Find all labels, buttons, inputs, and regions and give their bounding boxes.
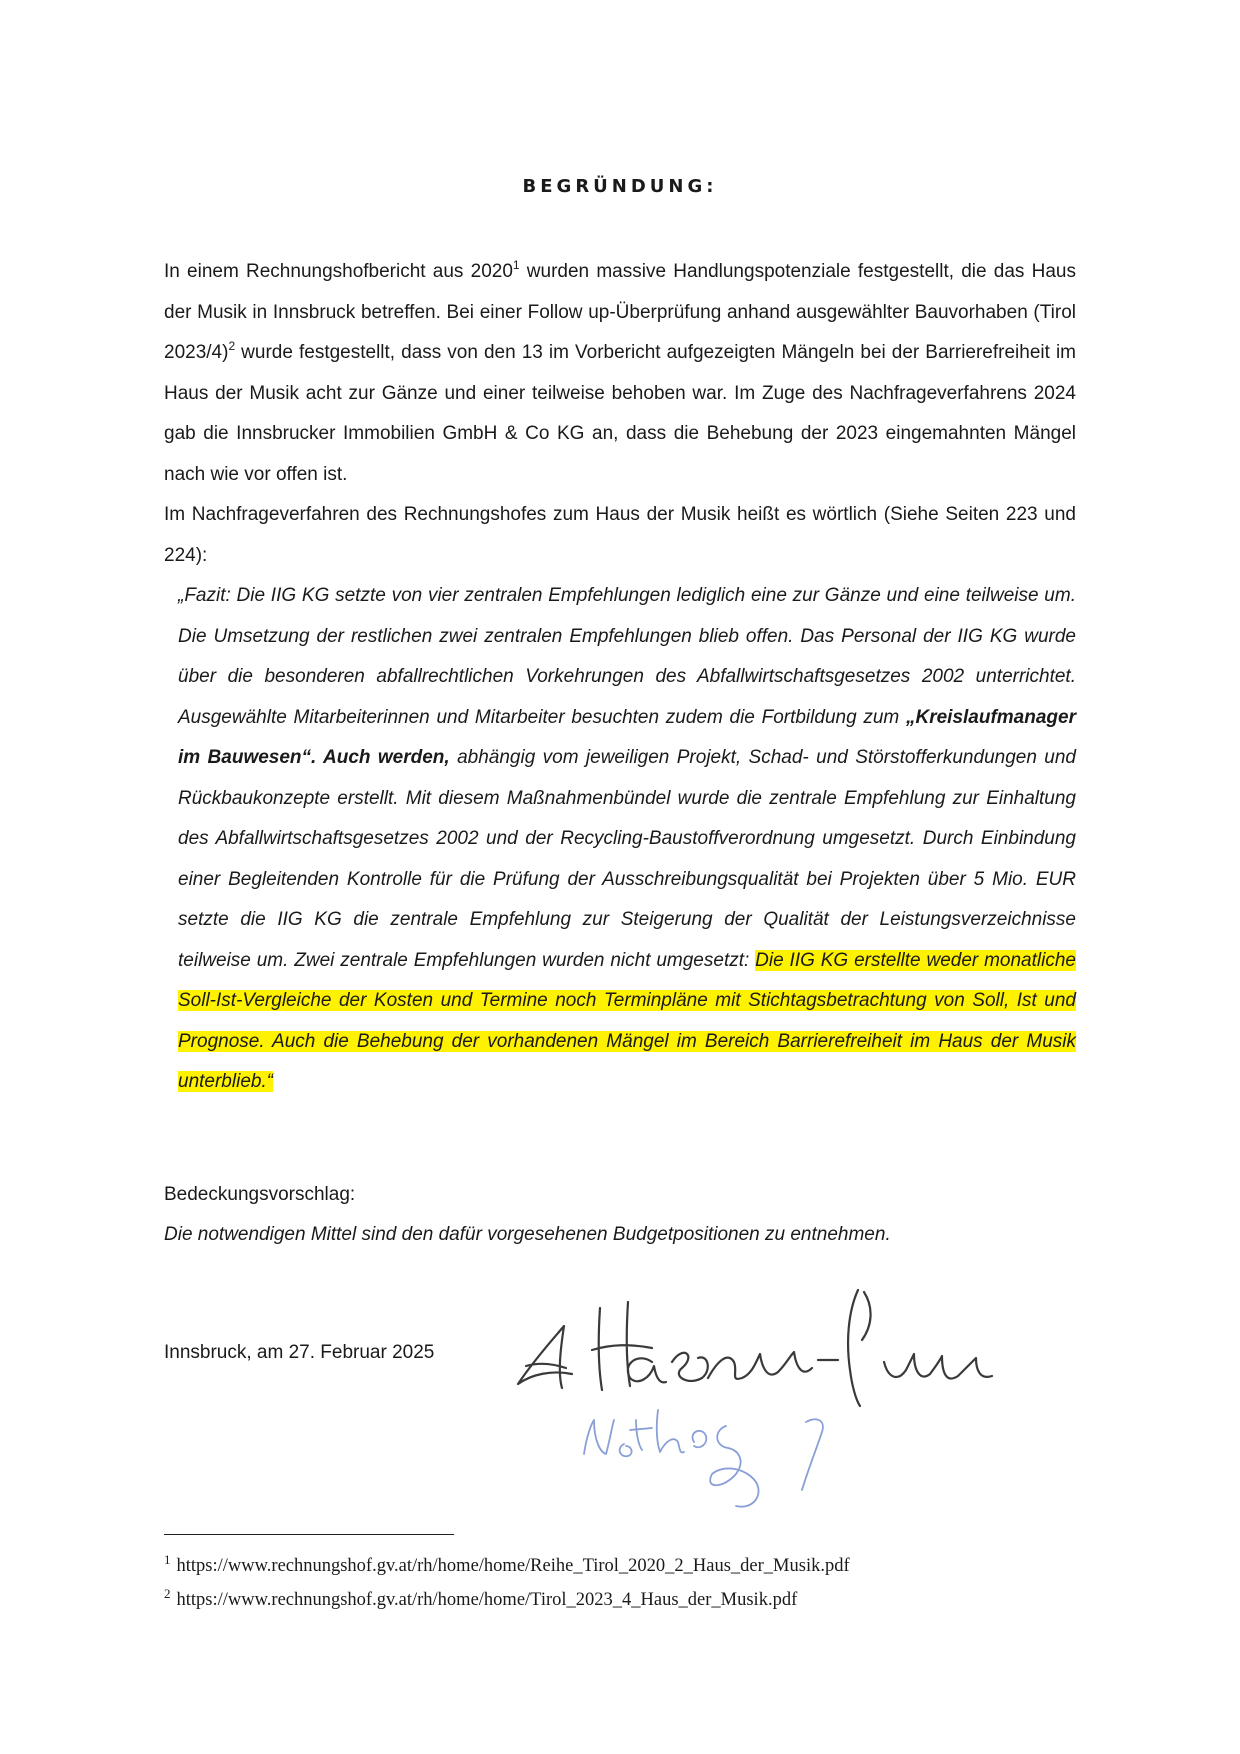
initials-stroke — [620, 1410, 684, 1456]
quote-highlighted: Die IIG KG erstellte weder monatliche Soll-Ist-Vergleiche der Kosten und Termine noch Terminpläne mit Stichtagsbetrachtung von Soll, Ist und Prognose. Auch die Behebung der vorhandenen Mängel im Bereich Barrierefreiheit im Haus der Musik unterblieb.“ — [178, 949, 1076, 1092]
footnote-ref-2: 2 — [228, 339, 236, 353]
footnote-number: 1 — [164, 1552, 171, 1567]
intro-p1-a: In einem Rechnungshofbericht aus 2020 — [164, 261, 513, 282]
signature-stroke — [592, 1302, 666, 1390]
coverage-text: Die notwendigen Mittel sind den dafür vorgesehenen Budgetpositionen zu entnehmen. — [164, 1224, 891, 1245]
footnote-1 — [164, 1546, 850, 1580]
footnote-ref-1: 1 — [512, 258, 520, 272]
coverage-label: Bedeckungsvorschlag: — [164, 1184, 356, 1205]
footnotes — [164, 1546, 850, 1614]
initials-stroke — [584, 1420, 614, 1454]
place-date: Innsbruck, am 27. Februar 2025 — [164, 1342, 435, 1363]
quote-part-3: abhängig vom jeweiligen Projekt, Schad- und Störstofferkundungen und Rückbaukonzepte erstellt. Mit diesem Maßnahmenbündel wurde die zentrale Empfehlung zur Einhaltung des Abfallwirtschaftsgesetzes 2002 und der Recycling-Baustoffverordnung umgesetzt. Durch Einbindung einer Begleitenden Kontrolle für die Prüfung der Ausschreibungsqualität bei Projekten über 5 Mio. EUR setzte die IIG KG die zentrale Empfehlung zur Steigerung der Qualität der Leistungsverzeichnisse teilweise um. Zwei zentrale Empfehlungen wurden nicht umgesetzt: — [178, 747, 1076, 971]
footnote-link[interactable]: https://www.rechnungshof.gv.at/rh/home/home/Reihe_Tirol_2020_2_Haus_der_Musik.pdf — [176, 1556, 850, 1576]
handwritten-initials — [576, 1390, 876, 1520]
signature-stroke — [672, 1352, 812, 1381]
intro-p1-b: wurden massive Handlungspotenziale festgestellt, die das Haus der Musik in Innsbruck betreffen. Bei einer Follow up-Überprüfung anhand ausgewählter Bauvorhaben (Tirol 2023/4) — [164, 261, 1076, 363]
footnote-separator — [164, 1534, 454, 1535]
intro-text — [164, 252, 1076, 576]
quote-part-bold: „Kreislaufmanager im Bauwesen“. Auch werden, — [178, 706, 1076, 768]
initials-stroke — [802, 1419, 823, 1490]
quote-part-1: „Fazit: Die IIG KG setzte von vier zentralen Empfehlungen lediglich eine zur Gänze und eine teilweise um. Die Umsetzung der restlichen zwei zentralen Empfehlungen blieb offen. Das Personal der IIG KG wurde über die besonderen abfallrechtlichen Vorkehrungen des Abfallwirtschaftsgesetzes 2002 unterrichtet. Ausgewählte Mitarbeiterinnen und Mitarbeiter besuchten zudem die Fortbildung zum — [178, 585, 1076, 728]
quote-block — [178, 576, 1076, 1103]
intro-paragraph-2: Im Nachfrageverfahren des Rechnungshofes zum Haus der Musik heißt es wörtlich (Siehe Seiten 223 und 224): — [164, 504, 1076, 566]
footnote-link[interactable]: https://www.rechnungshof.gv.at/rh/home/home/Tirol_2023_4_Haus_der_Musik.pdf — [176, 1590, 798, 1610]
initials-stroke — [693, 1426, 759, 1507]
footnote-2 — [164, 1580, 850, 1614]
signature-stroke — [518, 1326, 572, 1388]
page-title: BEGRÜNDUNG: — [522, 176, 718, 197]
footnote-number: 2 — [164, 1586, 171, 1601]
intro-paragraph-1 — [164, 252, 1076, 495]
intro-p1-c: wurde festgestellt, dass von den 13 im Vorbericht aufgezeigten Mängeln bei der Barrierefreiheit im Haus der Musik acht zur Gänze und einer teilweise behoben war. Im Zuge des Nachfrageverfahrens 2024 gab die Innsbrucker Immobilien GmbH & Co KG an, dass die Behebung der 2023 eingemahnten Mängel nach wie vor offen ist. — [164, 342, 1076, 485]
signature-stroke — [848, 1290, 992, 1406]
